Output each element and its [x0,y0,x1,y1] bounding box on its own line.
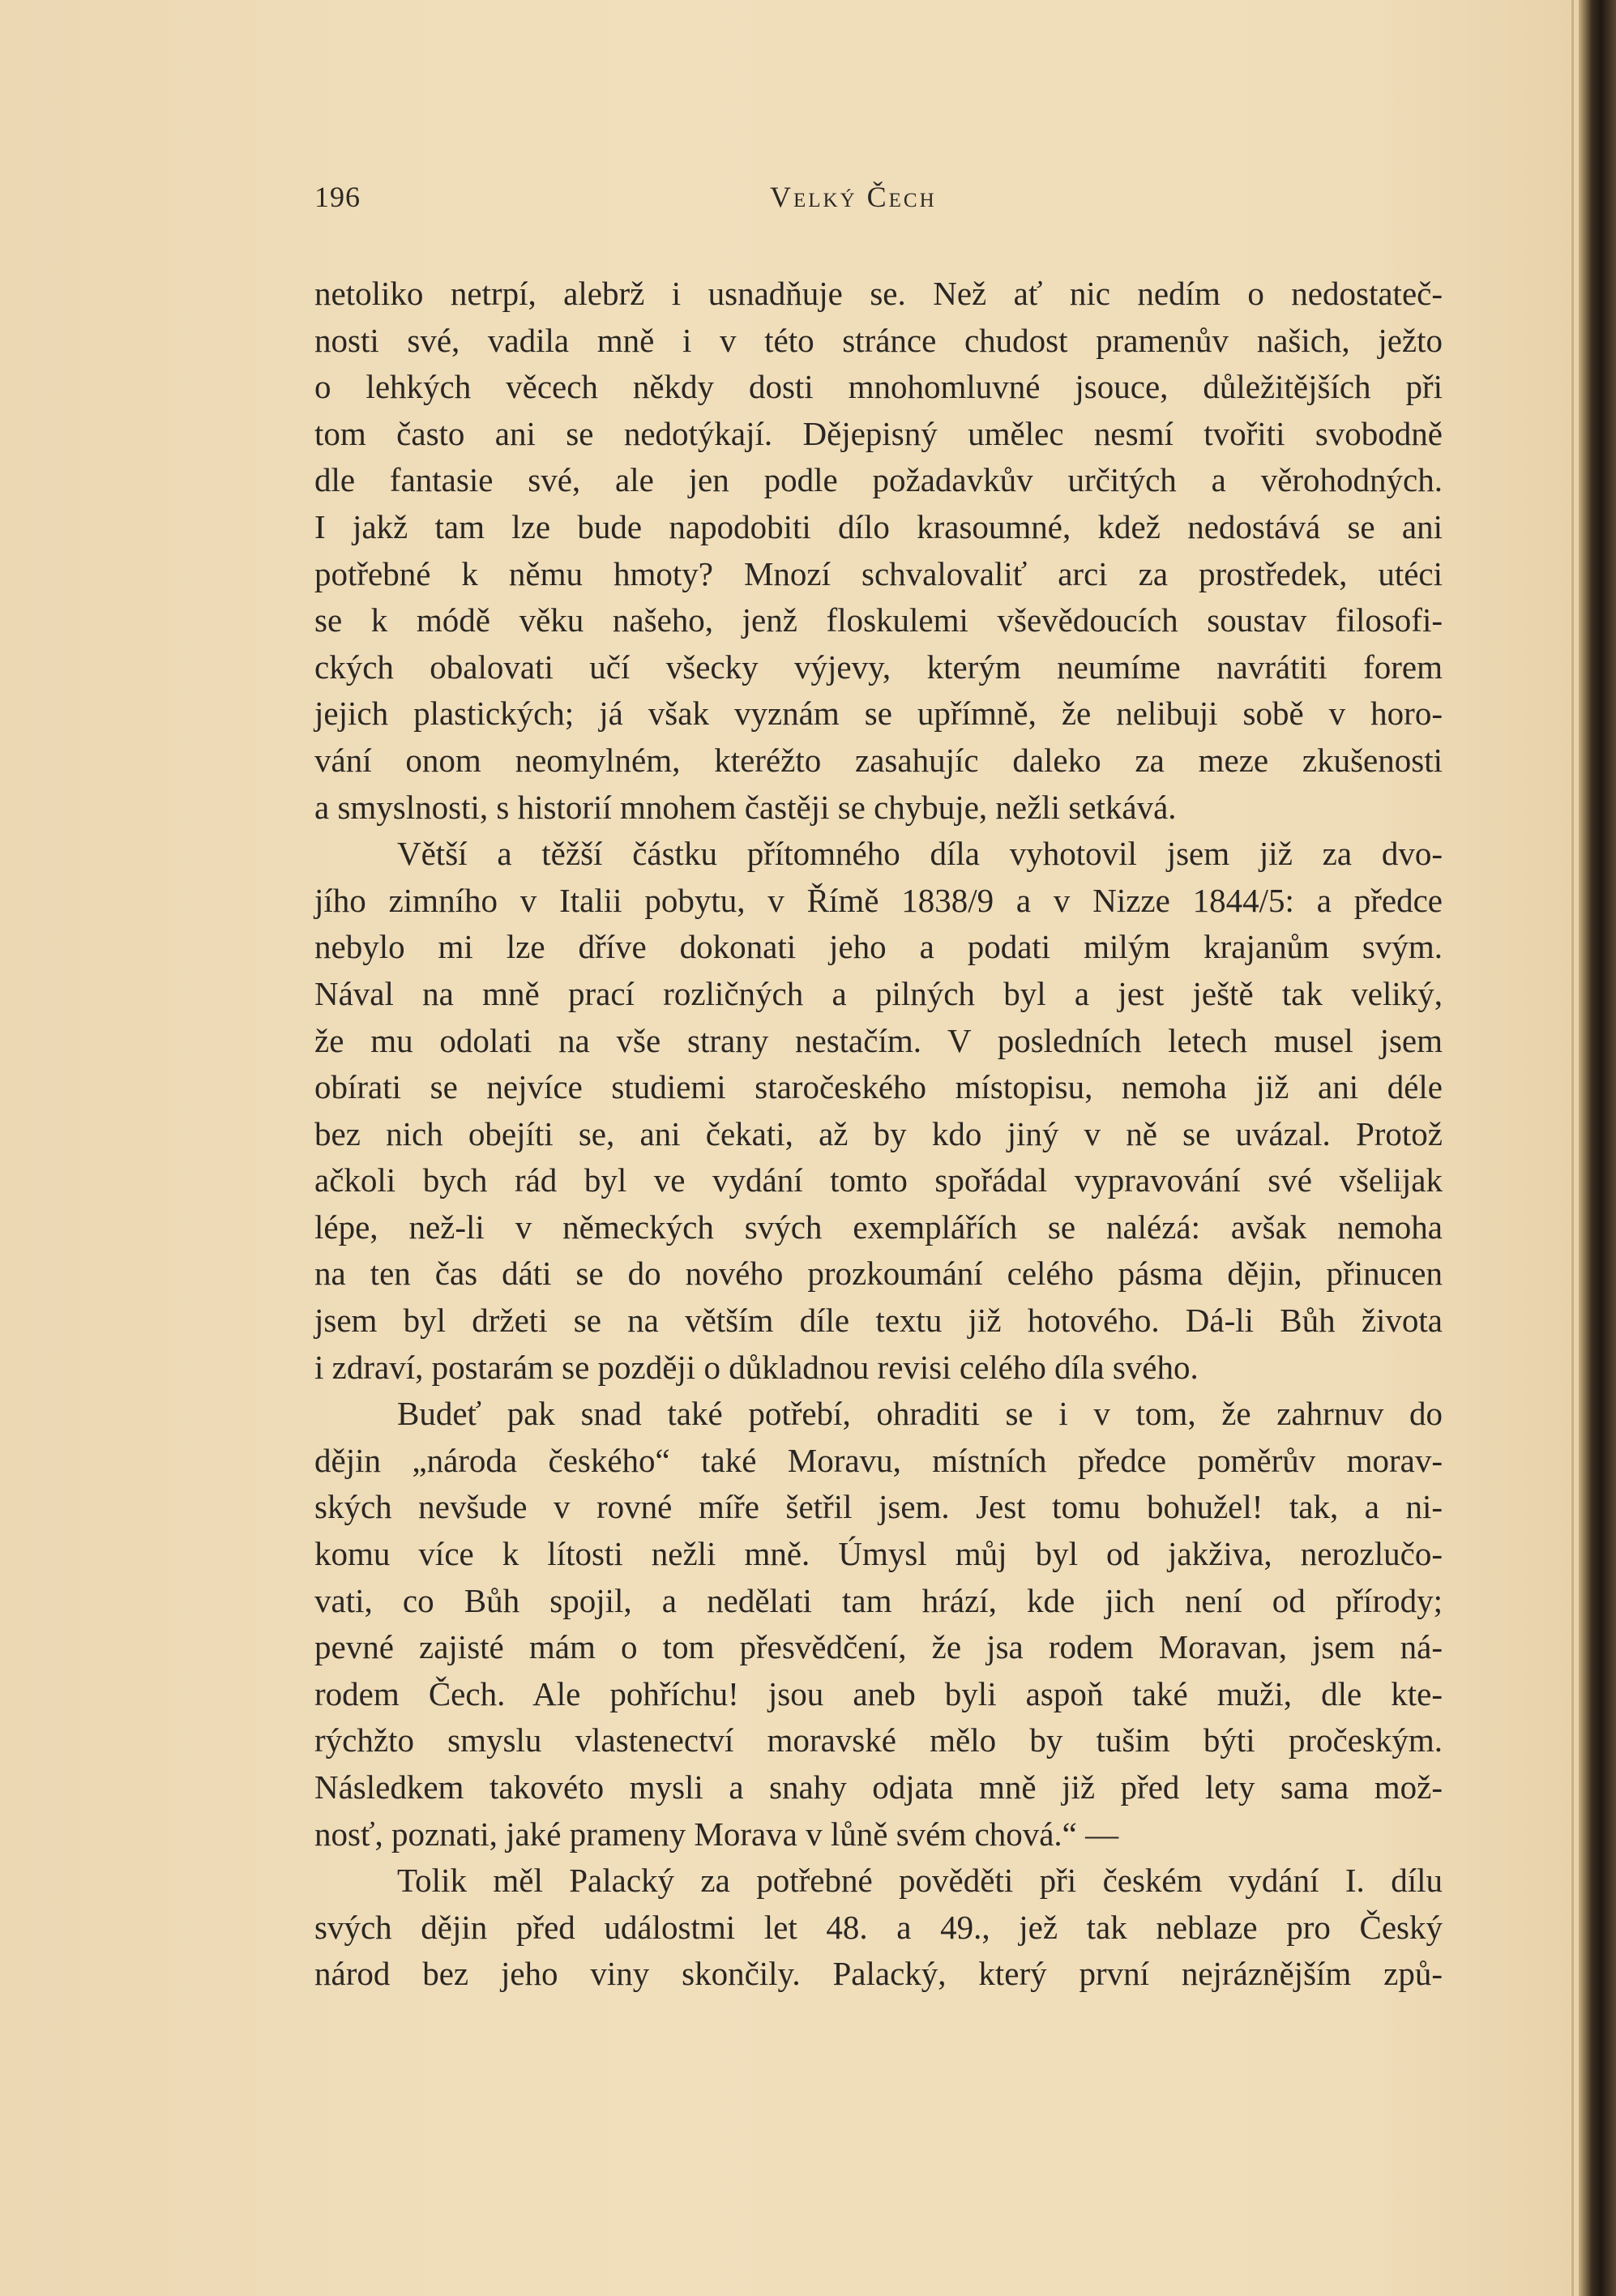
text-line: vání onom neomylném, kteréžto zasahujíc daleko za meze zkušenosti [314,741,1443,779]
text-line: dějin „národa českého“ také Moravu, místních předce poměrův morav- [314,1441,1443,1479]
book-spine [1579,0,1616,2296]
text-line: nosť, poznati, jaké prameny Morava v lůně svém chová.“ — [314,1815,1119,1853]
paragraph-start-line: Tolik měl Palacký za potřebné pověděti při českém vydání I. dílu [397,1862,1443,1900]
text-line: rýchžto smyslu vlastenectví moravské mělo by tušim býti pročeským. [314,1721,1443,1759]
text-line: Nával na mně prací rozličných a pilných byl a jest ještě tak veliký, [314,974,1443,1012]
page-edge [1571,0,1574,2296]
text-line: ckých obalovati učí všecky výjevy, kterým neumíme navrátiti forem [314,648,1443,686]
text-line: jího zimního v Italii pobytu, v Římě 1838/9 a v Nizze 1844/5: a předce [314,881,1443,919]
text-line: dle fantasie své, ale jen podle požadavkův určitých a věrohodných. [314,461,1443,499]
paragraph-start-line: Větší a těžší částku přítomného díla vyhotovil jsem již za dvo- [397,835,1443,873]
text-line: jejich plastických; já však vyznám se upřímně, že nelibuji sobě v horo- [314,695,1443,733]
text-line: Následkem takovéto mysli a snahy odjata mně již před lety sama mož- [314,1768,1443,1806]
text-line: nosti své, vadila mně i v této stránce chudost pramenův našich, ježto [314,321,1443,359]
text-line: tom často ani se nedotýkají. Dějepisný umělec nesmí tvořiti svobodně [314,414,1443,452]
body-text [314,271,1443,1998]
text-line: rodem Čech. Ale pohříchu! jsou aneb byli aspoň také muži, dle kte- [314,1674,1443,1712]
text-line: I jakž tam lze bude napodobiti dílo krasoumné, kdež nedostává se ani [314,507,1443,545]
text-line: nebylo mi lze dříve dokonati jeho a podati milým krajanům svým. [314,928,1443,966]
text-line: ačkoli bych rád byl ve vydání tomto spořádal vypravování své všelijak [314,1161,1443,1199]
page-number: 196 [314,181,361,213]
text-line: netoliko netrpí, alebrž i usnadňuje se. Než ať nic nedím o nedostateč- [314,275,1443,312]
text-line: vati, co Bůh spojil, a nedělati tam hrází, kde jich není od přírody; [314,1581,1443,1619]
text-line: lépe, než-li v německých svých exemplářích se nalézá: avšak nemoha [314,1208,1443,1246]
text-line: že mu odolati na vše strany nestačím. V posledních letech musel jsem [314,1021,1443,1059]
text-line: se k módě věku našeho, jenž floskulemi vševědoucích soustav filosofi- [314,601,1443,639]
text-line: komu více k lítosti nežli mně. Úmysl můj byl od jakživa, nerozlučo- [314,1535,1443,1573]
text-line: pevné zajisté mám o tom přesvědčení, že jsa rodem Moravan, jsem ná- [314,1628,1443,1666]
text-line: ských nevšude v rovné míře šetřil jsem. Jest tomu bohužel! tak, a ni- [314,1488,1443,1526]
paragraph-start-line: Budeť pak snad také potřebí, ohraditi se i v tom, že zahrnuv do [397,1395,1443,1433]
text-line: bez nich obejíti se, ani čekati, až by kdo jiný v ně se uvázal. Protož [314,1114,1443,1152]
page-header [314,180,1443,220]
text-line: národ bez jeho viny skončily. Palacký, který první nejráznějším způ- [314,1955,1443,1993]
text-line: svých dějin před událostmi let 48. a 49., jež tak neblaze pro Český [314,1908,1443,1946]
text-line: i zdraví, postarám se později o důkladnou revisi celého díla svého. [314,1348,1199,1386]
text-line: o lehkých věcech někdy dosti mnohomluvné jsouce, důležitějších při [314,368,1443,406]
running-head: Velký Čech [770,181,937,213]
text-line: obírati se nejvíce studiemi staročeského místopisu, nemoha již ani déle [314,1068,1443,1106]
text-line: jsem byl držeti se na větším díle textu již hotového. Dá-li Bůh života [314,1302,1443,1340]
text-line: na ten čas dáti se do nového prozkoumání celého pásma dějin, přinucen [314,1255,1443,1293]
text-line: a smyslnosti, s historií mnohem častěji se chybuje, nežli setkává. [314,788,1177,826]
text-line: potřebné k němu hmoty? Mnozí schvalovaliť arci za prostředek, utéci [314,554,1443,592]
